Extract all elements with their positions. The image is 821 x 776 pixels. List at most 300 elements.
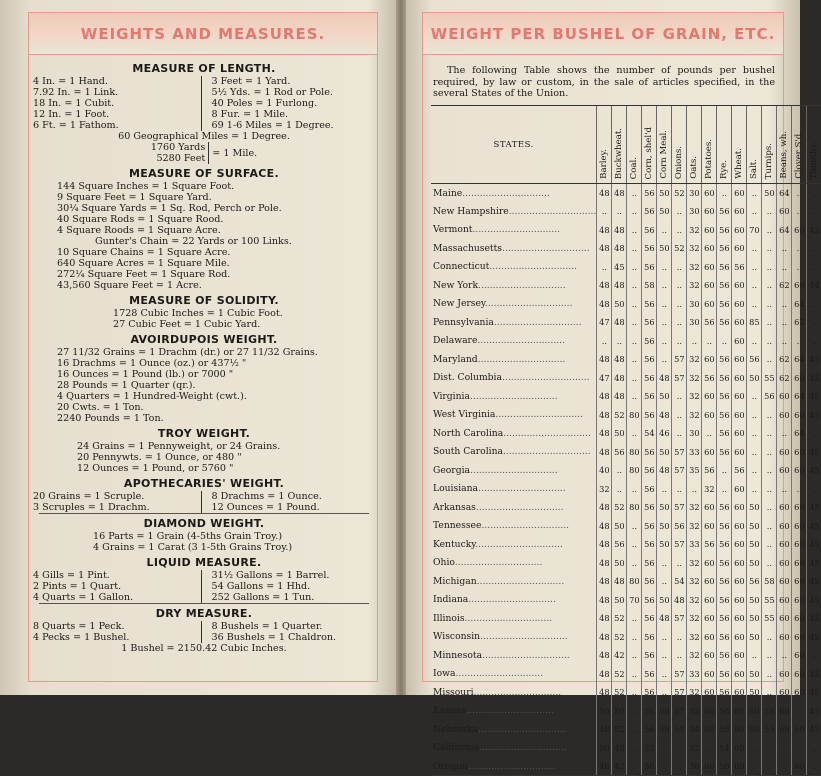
- state-name: North Carolina: [433, 427, 504, 439]
- value-cell: ..: [657, 739, 672, 758]
- value-cell: ..: [657, 683, 672, 702]
- leader-dots: ..............................: [475, 538, 563, 550]
- state-name: Minnesota: [433, 649, 483, 661]
- value-cell: 45: [807, 720, 821, 739]
- value-cell: 46: [657, 424, 672, 443]
- leader-dots: ..............................: [472, 224, 561, 236]
- value-cell: ..: [747, 202, 762, 221]
- value-cell: 60: [702, 554, 717, 573]
- value-cell: 54: [717, 739, 732, 758]
- value-cell: 56: [717, 369, 732, 388]
- value-cell: 48: [612, 239, 627, 258]
- state-name-cell: [431, 221, 597, 240]
- value-cell: 56: [717, 350, 732, 369]
- value-cell: ..: [627, 554, 642, 573]
- value-cell: 50: [747, 702, 762, 721]
- dry-left-col: [33, 621, 202, 643]
- value-cell: ..: [657, 757, 672, 776]
- leader-dots: ..............................: [467, 760, 556, 772]
- avoirdupois-row: 28 Pounds = 1 Quarter (qr.).: [57, 380, 196, 391]
- value-cell: 57: [672, 498, 687, 517]
- left-page-body: [33, 63, 375, 654]
- value-cell: 56: [717, 720, 732, 739]
- value-cell: 48: [597, 554, 612, 573]
- value-cell: 56: [612, 443, 627, 462]
- liquid-table: [33, 570, 375, 603]
- right-page-frame: [422, 12, 820, 772]
- value-cell: 60: [732, 517, 747, 536]
- surface-title: MEASURE OF SURFACE.: [129, 167, 279, 180]
- value-cell: 60: [702, 517, 717, 536]
- value-cell: 50: [747, 369, 762, 388]
- value-cell: 45: [807, 554, 821, 573]
- length-right-row: 69 1-6 Miles = 1 Degree.: [211, 120, 334, 131]
- value-cell: 50: [747, 591, 762, 610]
- value-cell: 50: [597, 702, 612, 721]
- state-name-cell: [431, 369, 597, 388]
- value-cell: 56: [642, 628, 657, 647]
- value-cell: ..: [672, 757, 687, 776]
- state-name: Pennsylvania: [433, 316, 494, 328]
- value-cell: 50: [612, 517, 627, 536]
- value-cell: ..: [687, 332, 702, 351]
- value-cell: 56: [702, 313, 717, 332]
- troy-title: TROY WEIGHT.: [157, 427, 251, 440]
- value-cell: 56: [717, 387, 732, 406]
- apothecaries-title: APOTHECARIES' WEIGHT.: [123, 477, 285, 490]
- value-cell: ..: [627, 221, 642, 240]
- surface-row: 272¼ Square Feet = 1 Square Rod.: [57, 269, 231, 280]
- value-cell: 56: [642, 572, 657, 591]
- value-cell: 60: [777, 535, 792, 554]
- value-cell: 52: [612, 665, 627, 684]
- table-row: [431, 498, 821, 517]
- value-cell: ..: [717, 461, 732, 480]
- value-cell: 60: [702, 591, 717, 610]
- state-name-cell: [431, 628, 597, 647]
- value-cell: 32: [687, 554, 702, 573]
- state-name: Michigan: [433, 575, 477, 587]
- value-cell: ..: [807, 295, 821, 314]
- value-cell: ..: [747, 332, 762, 351]
- value-cell: ..: [747, 461, 762, 480]
- state-name-cell: [431, 665, 597, 684]
- value-cell: 33: [687, 535, 702, 554]
- value-cell: 45: [807, 369, 821, 388]
- value-cell: 50: [747, 628, 762, 647]
- leader-dots: ..............................: [475, 501, 564, 513]
- value-cell: 46: [597, 757, 612, 776]
- value-cell: 50: [657, 387, 672, 406]
- value-cell: 64: [792, 424, 807, 443]
- value-cell: ..: [627, 702, 642, 721]
- value-cell: 55: [762, 369, 777, 388]
- value-cell: 60: [732, 369, 747, 388]
- value-cell: ..: [627, 424, 642, 443]
- solidity-table: [33, 308, 375, 330]
- value-cell: 50: [657, 535, 672, 554]
- value-cell: ..: [627, 665, 642, 684]
- value-cell: 56: [642, 239, 657, 258]
- value-cell: ..: [672, 332, 687, 351]
- avoirdupois-table: [33, 347, 375, 424]
- value-cell: ..: [627, 387, 642, 406]
- value-cell: ..: [627, 350, 642, 369]
- value-cell: ..: [627, 517, 642, 536]
- value-cell: 52: [612, 406, 627, 425]
- value-cell: 56: [702, 461, 717, 480]
- value-cell: 60: [732, 313, 747, 332]
- value-cell: ..: [702, 332, 717, 351]
- length-left-row: 18 In. = 1 Cubit.: [33, 98, 115, 109]
- value-cell: ..: [747, 757, 762, 776]
- crop-column-header: [612, 106, 627, 184]
- surface-row: 43,560 Square Feet = 1 Acre.: [57, 280, 202, 291]
- value-cell: 48: [597, 646, 612, 665]
- crop-column-label: Potatoes.: [704, 138, 715, 179]
- value-cell: 60: [732, 350, 747, 369]
- state-name: New York: [433, 279, 479, 291]
- length-right-col: [202, 76, 376, 131]
- value-cell: 50: [747, 517, 762, 536]
- value-cell: 50: [657, 517, 672, 536]
- table-row: [431, 461, 821, 480]
- value-cell: 48: [612, 572, 627, 591]
- state-name-cell: [431, 739, 597, 758]
- value-cell: 48: [612, 276, 627, 295]
- value-cell: 52: [612, 498, 627, 517]
- state-name: Maryland: [433, 353, 478, 365]
- leader-dots: ..............................: [481, 520, 570, 532]
- value-cell: 60: [702, 295, 717, 314]
- leader-dots: ..............................: [484, 298, 573, 310]
- value-cell: ..: [627, 480, 642, 499]
- value-cell: ..: [762, 332, 777, 351]
- value-cell: 60: [732, 406, 747, 425]
- state-name: Massachusetts: [433, 242, 503, 254]
- value-cell: 60: [702, 757, 717, 776]
- value-cell: ..: [612, 480, 627, 499]
- crop-column-label: Timothy.: [809, 141, 820, 179]
- state-name-cell: [431, 276, 597, 295]
- value-cell: 60: [702, 239, 717, 258]
- left-page-frame: [28, 12, 378, 682]
- value-cell: ..: [672, 258, 687, 277]
- value-cell: 56: [642, 683, 657, 702]
- value-cell: ..: [762, 276, 777, 295]
- value-cell: 32: [687, 739, 702, 758]
- value-cell: ..: [777, 239, 792, 258]
- value-cell: ..: [657, 313, 672, 332]
- value-cell: 50: [597, 739, 612, 758]
- surface-row: 4 Square Roods = 1 Square Acre.: [57, 225, 221, 236]
- leader-dots: ..............................: [508, 205, 597, 217]
- state-name: South Carolina: [433, 446, 503, 458]
- value-cell: 40: [597, 461, 612, 480]
- value-cell: 30: [687, 202, 702, 221]
- value-cell: ..: [762, 535, 777, 554]
- diamond-row: 16 Parts = 1 Grain (4-5ths Grain Troy.): [93, 531, 283, 542]
- value-cell: 42: [807, 221, 821, 240]
- solidity-title: MEASURE OF SOLIDITY.: [129, 294, 279, 307]
- value-cell: 45: [807, 665, 821, 684]
- value-cell: 56: [642, 480, 657, 499]
- value-cell: 54: [672, 572, 687, 591]
- state-name-cell: [431, 591, 597, 610]
- bushel-table-body: [431, 184, 821, 776]
- value-cell: 30: [687, 313, 702, 332]
- crop-column-header: [672, 106, 687, 184]
- value-cell: 32: [687, 221, 702, 240]
- value-cell: 50: [747, 498, 762, 517]
- value-cell: ..: [612, 332, 627, 351]
- value-cell: ..: [792, 202, 807, 221]
- value-cell: 60: [732, 387, 747, 406]
- table-row: [431, 609, 821, 628]
- value-cell: ..: [807, 313, 821, 332]
- value-cell: 50: [657, 720, 672, 739]
- value-cell: 32: [687, 239, 702, 258]
- value-cell: 50: [657, 239, 672, 258]
- value-cell: 80: [627, 498, 642, 517]
- crop-column-header: [777, 106, 792, 184]
- length-left-col: [33, 76, 202, 131]
- value-cell: 60: [777, 628, 792, 647]
- value-cell: 56: [717, 313, 732, 332]
- crop-column-label: Turnips.: [764, 142, 775, 179]
- value-cell: 48: [657, 609, 672, 628]
- value-cell: ..: [657, 350, 672, 369]
- dry-row: 4 Pecks = 1 Bushel.: [33, 632, 130, 643]
- value-cell: 60: [702, 184, 717, 203]
- value-cell: 45: [807, 517, 821, 536]
- value-cell: 48: [597, 591, 612, 610]
- value-cell: ..: [747, 184, 762, 203]
- liquid-row: 4 Gills = 1 Pint.: [33, 570, 110, 581]
- value-cell: 60: [702, 628, 717, 647]
- value-cell: 60: [702, 350, 717, 369]
- value-cell: ..: [657, 258, 672, 277]
- value-cell: 56: [717, 591, 732, 610]
- crop-column-header: [642, 106, 657, 184]
- crop-column-header: [807, 106, 821, 184]
- value-cell: ..: [762, 313, 777, 332]
- value-cell: 50: [747, 665, 762, 684]
- state-name-cell: [431, 535, 597, 554]
- apothecaries-right-col: [202, 491, 376, 513]
- value-cell: ..: [762, 221, 777, 240]
- value-cell: ..: [672, 313, 687, 332]
- value-cell: 56: [642, 369, 657, 388]
- value-cell: 60: [702, 443, 717, 462]
- value-cell: 45: [807, 406, 821, 425]
- divider: [39, 513, 369, 514]
- state-name-cell: [431, 295, 597, 314]
- value-cell: 60: [777, 498, 792, 517]
- value-cell: 48: [597, 609, 612, 628]
- value-cell: 60: [732, 480, 747, 499]
- value-cell: 50: [657, 702, 672, 721]
- state-name-cell: [431, 702, 597, 721]
- value-cell: 36: [687, 757, 702, 776]
- value-cell: 57: [672, 683, 687, 702]
- value-cell: ..: [807, 258, 821, 277]
- crop-column-label: Clover S'd.: [794, 131, 805, 179]
- value-cell: 45: [612, 258, 627, 277]
- value-cell: 48: [597, 572, 612, 591]
- value-cell: 30: [687, 424, 702, 443]
- leader-dots: ..............................: [502, 242, 590, 254]
- value-cell: ..: [792, 332, 807, 351]
- value-cell: 48: [597, 295, 612, 314]
- state-name-cell: [431, 572, 597, 591]
- value-cell: 62: [792, 313, 807, 332]
- state-name: Wisconsin: [433, 631, 481, 643]
- value-cell: 56: [642, 387, 657, 406]
- surface-row: Gunter's Chain = 22 Yards or 100 Links.: [95, 236, 292, 247]
- value-cell: 32: [687, 498, 702, 517]
- crop-column-label: Corn Meal.: [659, 130, 670, 179]
- value-cell: 60: [702, 665, 717, 684]
- liquid-row: 54 Gallons = 1 Hhd.: [211, 581, 311, 592]
- value-cell: 60: [792, 535, 807, 554]
- state-name: Dist. Columbia: [433, 372, 502, 384]
- state-name: Kentucky: [433, 538, 476, 550]
- value-cell: ..: [717, 184, 732, 203]
- value-cell: ..: [717, 480, 732, 499]
- liquid-right-col: [202, 570, 376, 603]
- state-name-cell: [431, 202, 597, 221]
- value-cell: 56: [717, 295, 732, 314]
- value-cell: 30: [687, 184, 702, 203]
- value-cell: 60: [732, 332, 747, 351]
- length-left-row: 6 Ft. = 1 Fathom.: [33, 120, 119, 131]
- value-cell: 48: [597, 720, 612, 739]
- dry-title: DRY MEASURE.: [155, 607, 253, 620]
- value-cell: ..: [672, 480, 687, 499]
- mile-result: = 1 Mile.: [212, 147, 258, 159]
- value-cell: 60: [777, 572, 792, 591]
- value-cell: 52: [672, 239, 687, 258]
- dry-table: [33, 621, 375, 643]
- surface-row: 10 Square Chains = 1 Square Acre.: [57, 247, 231, 258]
- solidity-row: 27 Cubic Feet = 1 Cubic Yard.: [113, 319, 261, 330]
- value-cell: 48: [612, 184, 627, 203]
- value-cell: ..: [762, 665, 777, 684]
- value-cell: 60: [732, 609, 747, 628]
- value-cell: ..: [627, 276, 642, 295]
- value-cell: 60: [702, 646, 717, 665]
- state-name: Virginia: [433, 390, 470, 402]
- crop-column-header: [597, 106, 612, 184]
- value-cell: ..: [717, 332, 732, 351]
- table-row: [431, 720, 821, 739]
- value-cell: 60: [702, 406, 717, 425]
- leader-dots: ..............................: [503, 427, 591, 439]
- value-cell: 56: [732, 461, 747, 480]
- value-cell: 56: [717, 646, 732, 665]
- value-cell: ..: [762, 443, 777, 462]
- value-cell: ..: [747, 480, 762, 499]
- table-row: [431, 350, 821, 369]
- value-cell: ..: [762, 480, 777, 499]
- value-cell: ..: [747, 424, 762, 443]
- crop-column-header: [732, 106, 747, 184]
- table-row: [431, 202, 821, 221]
- leader-dots: ..............................: [493, 316, 582, 328]
- value-cell: 60: [732, 498, 747, 517]
- value-cell: 50: [747, 535, 762, 554]
- value-cell: 60: [732, 184, 747, 203]
- value-cell: 56: [747, 350, 762, 369]
- value-cell: 60: [732, 646, 747, 665]
- value-cell: 50: [762, 184, 777, 203]
- value-cell: 45: [807, 535, 821, 554]
- diamond-table: [33, 531, 375, 553]
- value-cell: ..: [762, 683, 777, 702]
- value-cell: 56: [642, 609, 657, 628]
- state-name-cell: [431, 424, 597, 443]
- value-cell: ..: [747, 739, 762, 758]
- value-cell: 56: [717, 239, 732, 258]
- value-cell: 56: [717, 406, 732, 425]
- state-name-cell: [431, 258, 597, 277]
- value-cell: ..: [777, 295, 792, 314]
- liquid-row: 4 Quarts = 1 Gallon.: [33, 592, 134, 603]
- value-cell: ..: [687, 480, 702, 499]
- value-cell: ..: [657, 480, 672, 499]
- table-row: [431, 554, 821, 573]
- value-cell: 57: [672, 702, 687, 721]
- value-cell: ..: [762, 461, 777, 480]
- state-name-cell: [431, 461, 597, 480]
- value-cell: 57: [672, 720, 687, 739]
- value-cell: 56: [642, 443, 657, 462]
- crop-column-label: Wheat.: [734, 148, 745, 179]
- value-cell: 60: [792, 461, 807, 480]
- value-cell: 48: [597, 535, 612, 554]
- troy-row: 12 Ounces = 1 Pound, or 5760 ": [77, 463, 234, 474]
- value-cell: 56: [642, 350, 657, 369]
- value-cell: 60: [732, 591, 747, 610]
- leader-dots: ..............................: [489, 261, 577, 273]
- value-cell: 48: [672, 591, 687, 610]
- state-name: Missouri: [433, 686, 474, 698]
- diamond-title: DIAMOND WEIGHT.: [143, 517, 265, 530]
- value-cell: 60: [702, 572, 717, 591]
- value-cell: 60: [792, 720, 807, 739]
- state-name-cell: [431, 517, 597, 536]
- value-cell: 32: [702, 480, 717, 499]
- value-cell: 48: [597, 350, 612, 369]
- value-cell: 32: [687, 406, 702, 425]
- leader-dots: ..............................: [477, 353, 566, 365]
- value-cell: 60: [792, 665, 807, 684]
- value-cell: 48: [597, 221, 612, 240]
- state-name: California: [433, 742, 480, 754]
- value-cell: ..: [762, 757, 777, 776]
- value-cell: 32: [687, 683, 702, 702]
- surface-row: 9 Square Feet = 1 Square Yard.: [57, 192, 212, 203]
- table-row: [431, 480, 821, 499]
- surface-row: 640 Square Acres = 1 Square Mile.: [57, 258, 230, 269]
- value-cell: 60: [702, 720, 717, 739]
- value-cell: ..: [762, 646, 777, 665]
- state-name: Connecticut: [433, 261, 490, 273]
- apothecaries-left-col: [33, 491, 202, 513]
- liquid-row: 31½ Gallons = 1 Barrel.: [211, 570, 330, 581]
- leader-dots: ..............................: [466, 705, 554, 717]
